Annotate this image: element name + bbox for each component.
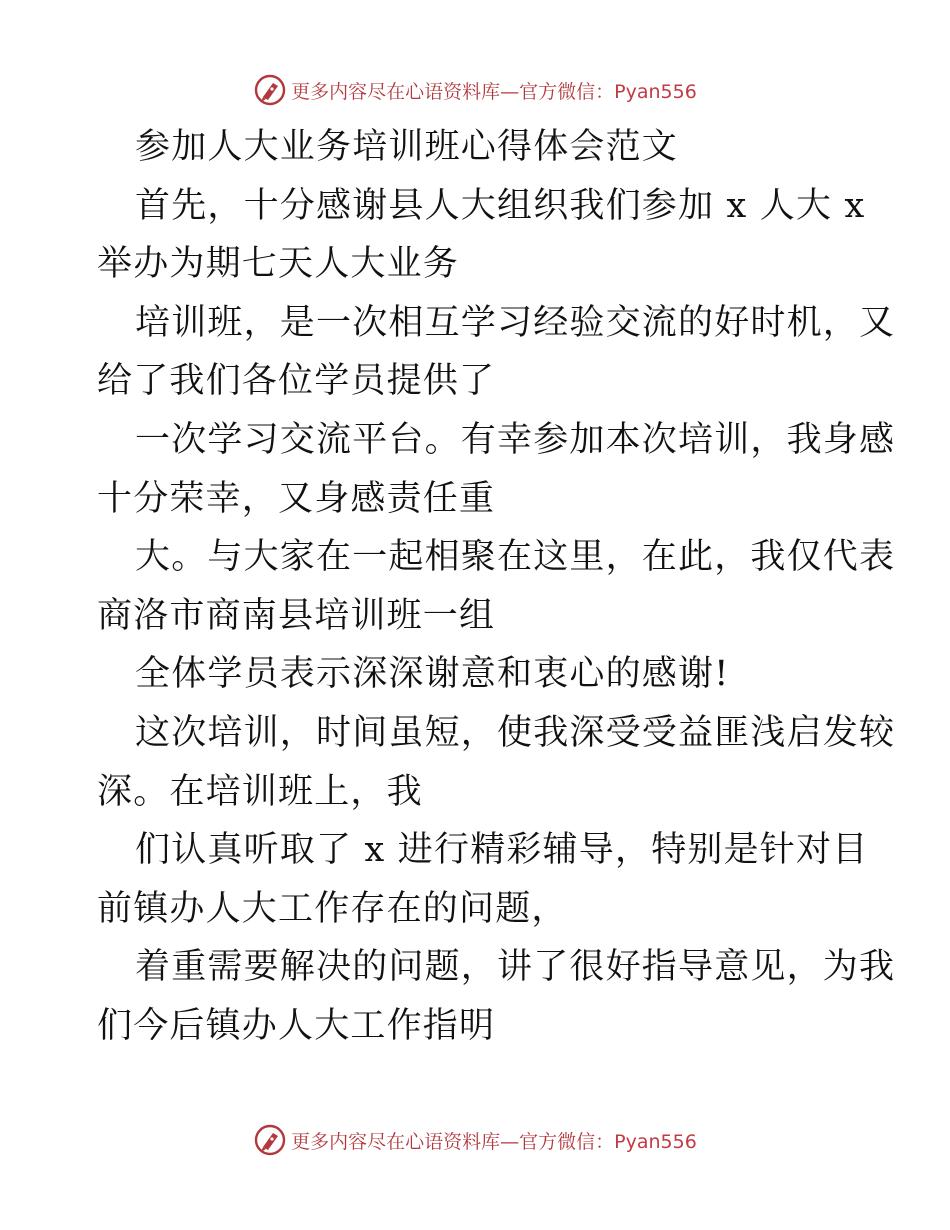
paragraph-line: 深。在培训班上，我 — [97, 771, 423, 812]
pen-nib-logo-icon — [253, 1123, 287, 1157]
paragraph-line: 全体学员表示深深谢意和衷心的感谢! — [135, 654, 730, 695]
banner-wechat-id: Pyan556 — [614, 1130, 697, 1153]
banner-site-text: 更多内容尽在心语资料库—官方微信： — [291, 80, 615, 103]
paragraph-line: 商洛市商南县培训班一组 — [97, 595, 496, 636]
paragraph-line: 举办为期七天人大业务 — [97, 244, 460, 285]
paragraph-line: 一次学习交流平台。有幸参加本次培训，我身感 — [135, 419, 896, 460]
paragraph-line: 这次培训，时间虽短，使我深受受益匪浅启发较 — [135, 712, 896, 753]
paragraph-line: 首先，十分感谢县人大组织我们参加 x 人大 x — [135, 185, 866, 226]
footer-banner — [0, 1120, 950, 1160]
paragraph-line: 给了我们各位学员提供了 — [97, 361, 496, 402]
banner-site-text: 更多内容尽在心语资料库—官方微信： — [291, 1130, 615, 1153]
paragraph-line: 着重需要解决的问题，讲了很好指导意见，为我 — [135, 947, 896, 988]
paragraph-line: 十分荣幸，又身感责任重 — [97, 478, 496, 519]
banner-text — [291, 1127, 697, 1154]
header-banner — [0, 70, 950, 110]
banner-wechat-id: Pyan556 — [614, 80, 697, 103]
paragraph-line: 培训班，是一次相互学习经验交流的好时机，又 — [135, 302, 896, 343]
paragraph-line: 前镇办人大工作存在的问题， — [97, 888, 568, 929]
pen-nib-logo-icon — [253, 73, 287, 107]
paragraph-line: 大。与大家在一起相聚在这里，在此，我仅代表 — [135, 537, 896, 578]
document-body — [97, 118, 896, 1056]
paragraph-line: 们今后镇办人大工作指明 — [97, 1005, 496, 1046]
document-title: 参加人大业务培训班心得体会范文 — [135, 127, 679, 167]
banner-text — [291, 77, 697, 104]
paragraph-line: 们认真听取了 x 进行精彩辅导，特别是针对目 — [135, 830, 869, 871]
